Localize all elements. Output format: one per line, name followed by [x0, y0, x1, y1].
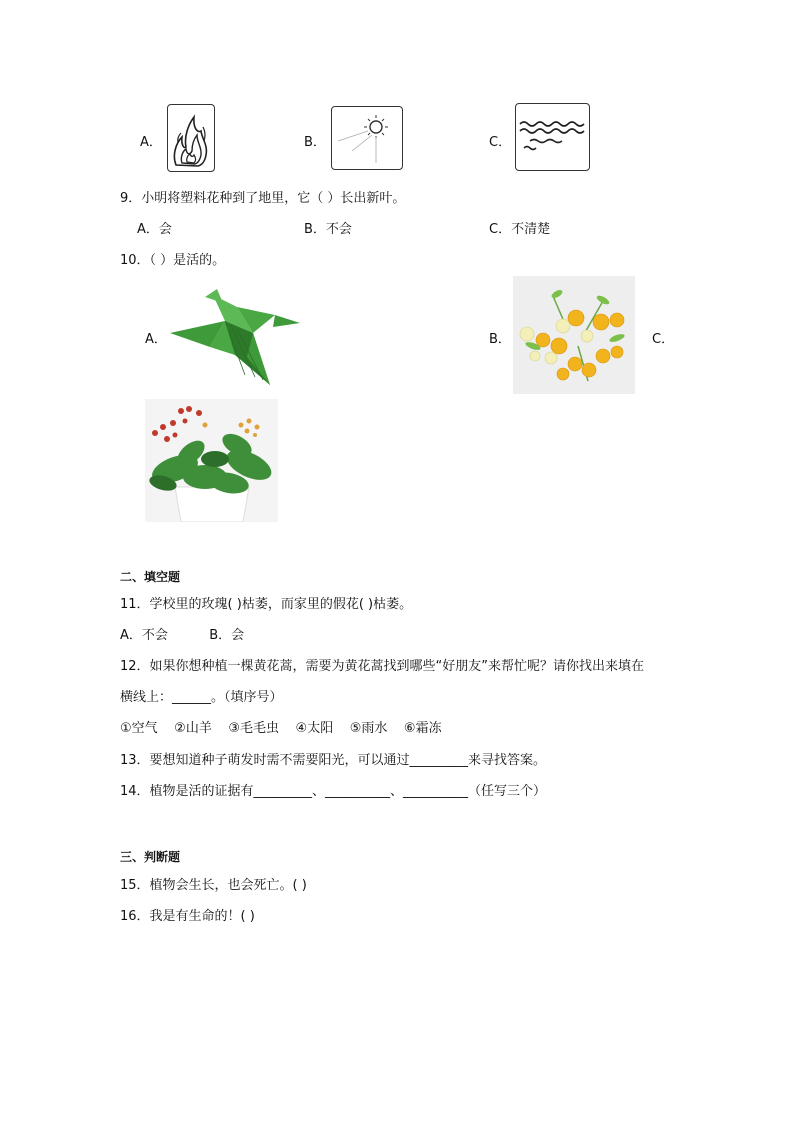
- section-2-heading: 二、填空题: [120, 570, 181, 584]
- origami-frog-image: [165, 285, 303, 385]
- q16-stem: 16．我是有生命的！( ): [120, 909, 255, 924]
- q9-option-b: B．不会: [304, 222, 352, 237]
- q12-line-1: 12．如果你想种植一棵黄花蒿，需要为黄花蒿找到哪些“好朋友”来帮忙呢？请你找出来填在: [120, 659, 645, 674]
- q12-choices: ①空气 ②山羊 ③毛毛虫 ④太阳 ⑤雨水 ⑥霜冻: [120, 721, 442, 736]
- q9-option-c: C．不清楚: [489, 222, 551, 237]
- q10-option-a-label: A．: [145, 332, 167, 347]
- q8-option-c-label: C．: [489, 135, 512, 150]
- fire-icon: [167, 104, 215, 172]
- q15-stem: 15．植物会生长，也会死亡。( ): [120, 878, 307, 893]
- q8-option-b-label: B．: [304, 135, 326, 150]
- q8-option-a-label: A．: [140, 135, 162, 150]
- q9-option-a: A．会: [137, 222, 172, 237]
- water-icon: [515, 103, 590, 171]
- sun-icon: [331, 106, 403, 170]
- q11-options: A．不会 B．会: [120, 628, 245, 643]
- q13-stem: 13．要想知道种子萌发时需不需要阳光，可以通过_________来寻找答案。: [120, 753, 547, 768]
- potted-kalanchoe-image: [145, 399, 278, 522]
- artificial-flowers-image: [513, 276, 635, 394]
- section-3-heading: 三、判断题: [120, 850, 181, 864]
- q12-line-2: 横线上：______。（填序号）: [120, 690, 283, 705]
- q11-stem: 11．学校里的玫瑰( )枯萎，而家里的假花( )枯萎。: [120, 597, 413, 612]
- q10-option-b-label: B．: [489, 332, 511, 347]
- q14-stem: 14．植物是活的证据有_________、__________、__________（任写三个）: [120, 784, 547, 799]
- q9-stem: 9．小明将塑料花种到了地里，它（ ）长出新叶。: [120, 191, 406, 206]
- q10-option-c-label: C．: [652, 332, 675, 347]
- q10-stem: 10．（ ）是活的。: [120, 253, 226, 268]
